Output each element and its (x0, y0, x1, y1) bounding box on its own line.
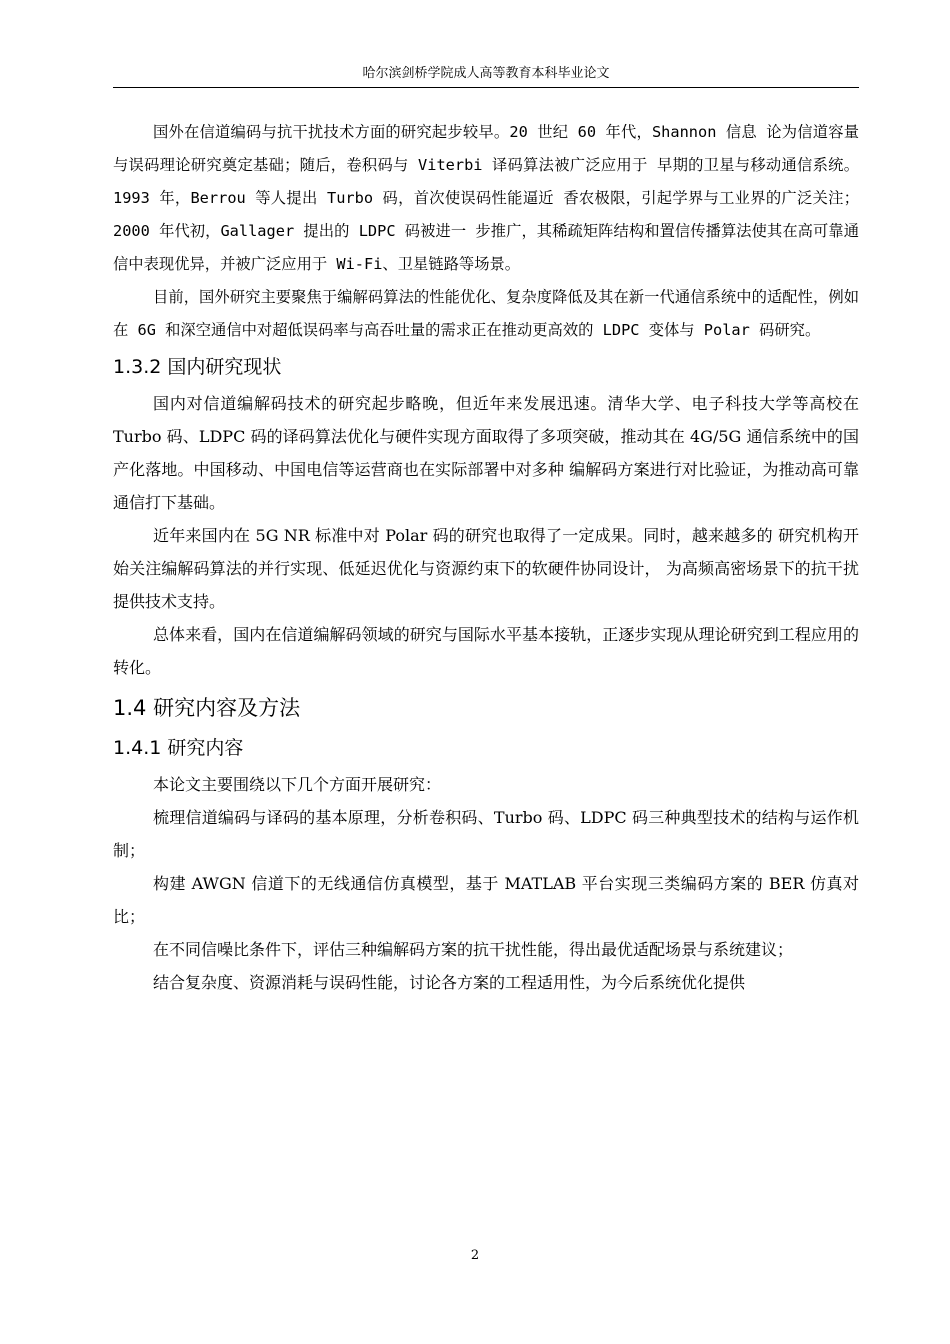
paragraph-content-intro: 本论文主要围绕以下几个方面开展研究： (153, 775, 442, 794)
paragraph-domestic-summary: 总体来看，国内在信道编解码领域的研究与国际水平基本接轨，正逐步实现从理论研究到工程应用的转化。 (113, 625, 859, 677)
paragraph-foreign-current: 目前，国外研究主要聚焦于编解码算法的性能优化、复杂度降低及其在新一代通信系统中的适配性，例如在 6G 和深空通信中对超低误码率与高吞吐量的需求正在推动更高效的 LDPC 变体与 Polar 码研究。 (113, 288, 859, 339)
list-item: 在不同信噪比条件下，评估三种编解码方案的抗干扰性能，得出最优适配场景与系统建议； (153, 940, 794, 959)
list-item: 梳理信道编码与译码的基本原理，分析卷积码、Turbo 码、LDPC 码三种典型技术的结构与运作机制； (113, 808, 859, 860)
paragraph-domestic-polar: 近年来国内在 5G NR 标准中对 Polar 码的研究也取得了一定成果。同时，越来越多的 研究机构开始关注编解码算法的并行实现、低延迟优化与资源约束下的软硬件协同设计， 为高频高密场景下的抗干扰提供技术支持。 (113, 526, 859, 611)
section-heading-1-4: 1.4 研究内容及方法 (113, 696, 301, 720)
paragraph-foreign-history: 国外在信道编码与抗干扰技术方面的研究起步较早。20 世纪 60 年代，Shannon 信息 论为信道容量与误码理论研究奠定基础；随后，卷积码与 Viterbi 译码算法被广泛应用于 早期的卫星与移动通信系统。1993 年，Berrou 等人提出 Turbo 码，首次使误码性能逼近 香农极限，引起学界与工业界的广泛关注；2000 年代初，Gallager 提出的 LDPC 码被进一 步推广，其稀疏矩阵结构和置信传播算法使其在高可靠通信中表现优异，并被广泛应用于 Wi-Fi、卫星链路等场景。 (113, 123, 859, 273)
running-header: 哈尔滨剑桥学院成人高等教育本科毕业论文 (362, 66, 610, 81)
list-item: 构建 AWGN 信道下的无线通信仿真模型，基于 MATLAB 平台实现三类编码方案的 BER 仿真对比； (113, 874, 859, 926)
paragraph-domestic-research: 国内对信道编解码技术的研究起步略晚，但近年来发展迅速。清华大学、电子科技大学等高校在 Turbo 码、LDPC 码的译码算法优化与硬件实现方面取得了多项突破，推动其在 4G/5G 通信系统中的国产化落地。中国移动、中国电信等运营商也在实际部署中对多种 编解码方案进行对比验证，为推动高可靠通信打下基础。 (113, 394, 859, 512)
header-rule (113, 87, 859, 88)
page-body (113, 116, 859, 999)
section-heading-1-4-1: 1.4.1 研究内容 (113, 737, 244, 759)
page-number: 2 (470, 1248, 480, 1263)
list-item: 结合复杂度、资源消耗与误码性能，讨论各方案的工程适用性，为今后系统优化提供 (153, 973, 746, 992)
section-heading-1-3-2: 1.3.2 国内研究现状 (113, 356, 282, 378)
